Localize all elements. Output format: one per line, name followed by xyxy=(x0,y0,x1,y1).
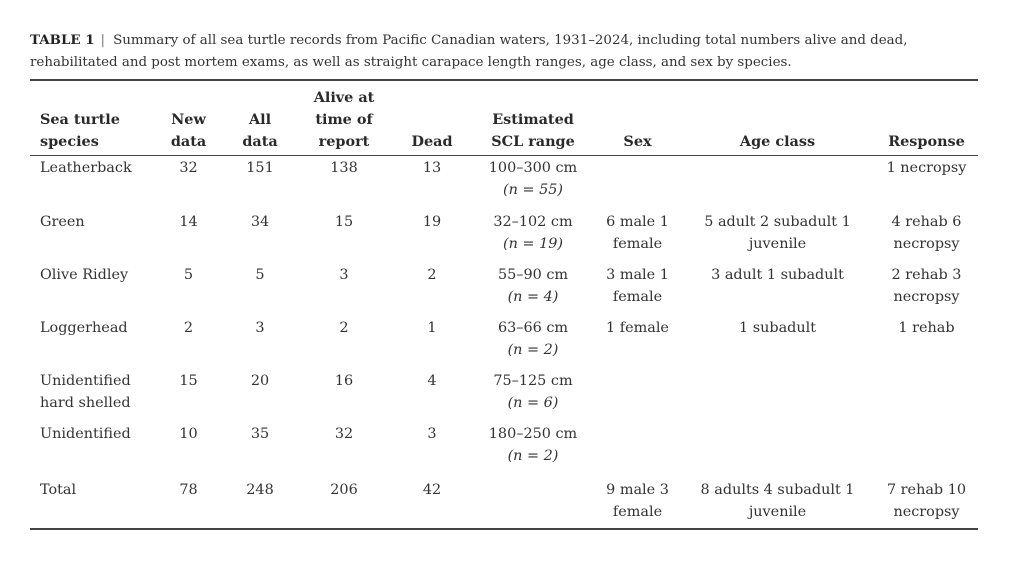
cell-sex: 1 female xyxy=(606,320,669,336)
scl-range-value: 100–300 cm xyxy=(488,160,578,176)
scl-range-value: 63–66 cm xyxy=(497,320,569,336)
cell-dead: 4 xyxy=(427,373,437,389)
table-row xyxy=(30,312,978,365)
scl-range-value: 75–125 cm xyxy=(493,373,573,389)
table-row xyxy=(30,206,978,259)
cell-species: Unidentified hard shelled xyxy=(40,373,131,411)
cell-new-data: 15 xyxy=(179,373,198,389)
header-dead: Dead xyxy=(411,133,453,150)
table-row xyxy=(30,365,978,418)
cell-all-data: 248 xyxy=(246,482,274,498)
scl-range-value: 180–250 cm xyxy=(488,426,578,442)
cell-new-data: 5 xyxy=(183,267,194,283)
cell-sex xyxy=(595,418,680,471)
cell-species: Green xyxy=(40,214,85,230)
cell-species: Loggerhead xyxy=(40,320,128,336)
cell-new-data: 10 xyxy=(179,426,198,442)
cell-alive: 16 xyxy=(334,373,354,389)
table-bottom-rule xyxy=(30,528,978,530)
scl-range-value: 32–102 cm xyxy=(493,214,573,230)
cell-response: 4 rehab 6 necropsy xyxy=(891,214,962,252)
cell-species: Olive Ridley xyxy=(40,267,129,283)
cell-scl-range xyxy=(471,418,595,471)
cell-scl-range xyxy=(471,312,595,365)
header-scl-range: Estimated SCL range xyxy=(491,111,575,150)
cell-alive: 2 xyxy=(339,320,349,336)
scl-sample-size: (n = 55) xyxy=(502,182,563,198)
cell-age-class xyxy=(680,365,875,418)
caption-text: Summary of all sea turtle records from Pacific Canadian waters, 1931–2024, including total numbers alive and dead, rehabilitated and post mortem exams, as well as straight carapace length ranges, age class, and sex by species. xyxy=(30,33,908,70)
table-caption xyxy=(30,29,990,74)
sea-turtle-table xyxy=(30,81,978,524)
header-alive: Alive at time of report xyxy=(313,89,375,150)
cell-age-class: 3 adult 1 subadult xyxy=(711,267,844,283)
scl-sample-size: (n = 4) xyxy=(507,289,559,305)
cell-all-data: 151 xyxy=(246,160,274,176)
cell-response: 7 rehab 10 necropsy xyxy=(886,482,967,520)
cell-dead: 1 xyxy=(427,320,437,336)
header-response: Response xyxy=(888,133,965,150)
cell-alive: 3 xyxy=(339,267,349,283)
cell-dead: 2 xyxy=(427,267,437,283)
cell-sex xyxy=(595,153,680,206)
cell-scl-range xyxy=(471,365,595,418)
cell-alive: 206 xyxy=(330,482,358,498)
cell-alive: 32 xyxy=(334,426,354,442)
header-species: Sea turtle species xyxy=(40,111,120,150)
cell-scl-range xyxy=(471,206,595,259)
scl-sample-size: (n = 2) xyxy=(507,448,559,464)
cell-sex: 6 male 1 female xyxy=(606,214,669,252)
header-age-class: Age class xyxy=(739,133,816,150)
caption-separator: | xyxy=(100,33,106,48)
cell-scl-range xyxy=(471,259,595,312)
cell-all-data: 20 xyxy=(250,373,270,389)
cell-dead: 19 xyxy=(422,214,442,230)
header-sex: Sex xyxy=(623,133,652,150)
cell-sex: 3 male 1 female xyxy=(606,267,669,305)
cell-response: 2 rehab 3 necropsy xyxy=(891,267,962,305)
cell-sex xyxy=(595,365,680,418)
cell-alive: 15 xyxy=(334,214,354,230)
cell-response xyxy=(875,365,978,418)
cell-age-class xyxy=(680,153,875,206)
cell-new-data: 14 xyxy=(179,214,198,230)
total-row xyxy=(30,471,978,524)
cell-all-data: 5 xyxy=(255,267,265,283)
cell-species: Unidentified xyxy=(40,426,131,442)
cell-new-data: 2 xyxy=(183,320,194,336)
scl-sample-size: (n = 2) xyxy=(507,342,559,358)
table-row xyxy=(30,418,978,471)
cell-scl-range xyxy=(471,471,595,524)
header-all-data: All data xyxy=(242,111,278,150)
cell-dead: 42 xyxy=(422,482,442,498)
cell-dead: 13 xyxy=(422,160,442,176)
cell-response: 1 necropsy xyxy=(886,160,967,176)
cell-all-data: 34 xyxy=(250,214,270,230)
cell-species: Leatherback xyxy=(40,160,132,176)
header-row xyxy=(30,81,978,153)
cell-new-data: 78 xyxy=(179,482,198,498)
cell-response xyxy=(875,418,978,471)
cell-age-class xyxy=(680,418,875,471)
cell-age-class: 1 subadult xyxy=(738,320,817,336)
cell-species: Total xyxy=(40,482,77,498)
cell-scl-range xyxy=(471,153,595,206)
table-row xyxy=(30,153,978,206)
header-new-data: New data xyxy=(170,111,207,150)
scl-sample-size: (n = 19) xyxy=(502,236,563,252)
cell-all-data: 35 xyxy=(250,426,270,442)
table-label: TABLE 1 xyxy=(30,32,95,48)
cell-age-class: 8 adults 4 subadult 1 juvenile xyxy=(700,482,855,520)
cell-sex: 9 male 3 female xyxy=(606,482,669,520)
cell-age-class: 5 adult 2 subadult 1 juvenile xyxy=(704,214,851,252)
cell-dead: 3 xyxy=(427,426,437,442)
cell-all-data: 3 xyxy=(255,320,265,336)
scl-sample-size: (n = 6) xyxy=(507,395,559,411)
cell-response: 1 rehab xyxy=(898,320,955,336)
cell-alive: 138 xyxy=(330,160,358,176)
scl-range-value: 55–90 cm xyxy=(497,267,569,283)
table-row xyxy=(30,259,978,312)
cell-new-data: 32 xyxy=(179,160,198,176)
